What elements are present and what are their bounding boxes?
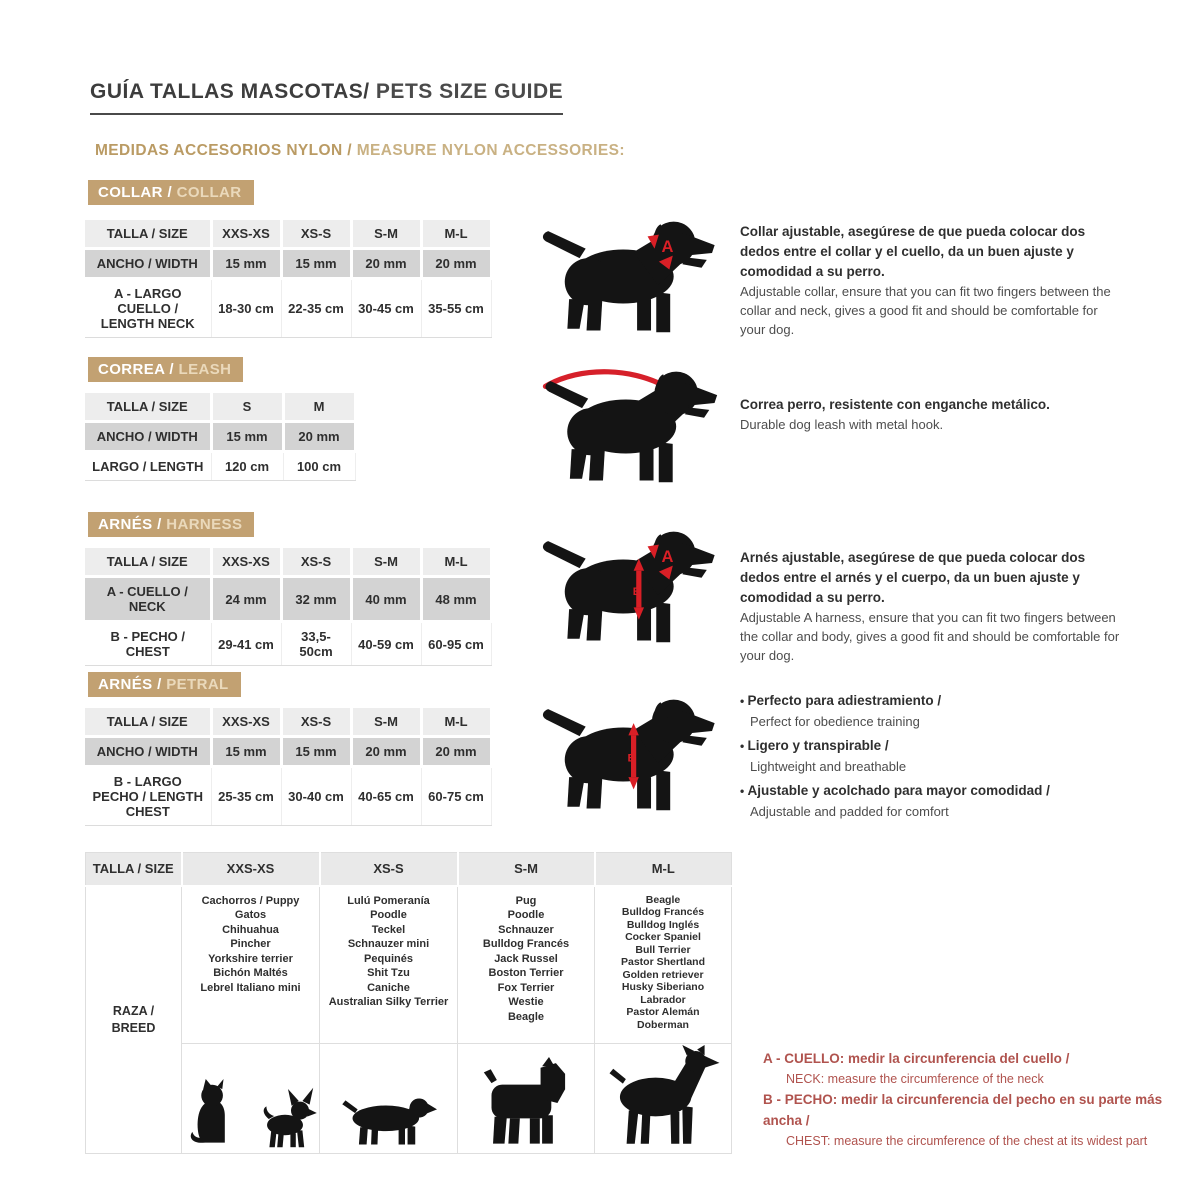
petral-cell: 15 mm: [281, 737, 351, 767]
breeds-col-header: S-M: [458, 853, 595, 886]
collar-cell: 20 mm: [351, 249, 421, 279]
petral-band-es: ARNÉS /: [98, 676, 162, 693]
petral-row-label: ANCHO / WIDTH: [85, 737, 211, 767]
petral-col-header: TALLA / SIZE: [85, 708, 211, 737]
collar-size-table: [85, 220, 493, 338]
page-subtitle: [95, 142, 625, 160]
collar-row-label: A - LARGO CUELLO / LENGTH NECK: [85, 279, 211, 338]
table-row: [85, 393, 355, 422]
breed-item: Pequinés: [364, 952, 413, 965]
harness-cell: 48 mm: [421, 577, 491, 622]
note-neck-es: A - CUELLO: medir la circunferencia del cuello /: [763, 1051, 1070, 1066]
harness-cell: 40 mm: [351, 577, 421, 622]
breed-item: Husky Siberiano: [621, 981, 705, 993]
leash-cell: 15 mm: [211, 422, 283, 452]
measurement-notes: [763, 1048, 1195, 1151]
petral-bullet-en: Lightweight and breathable: [750, 759, 907, 774]
breed-item: Beagle: [507, 1010, 545, 1023]
leash-col-header: M: [283, 393, 355, 422]
table-row: [85, 279, 491, 338]
harness-col-header: S-M: [351, 548, 421, 577]
breed-item: Bulldog Francés: [621, 906, 705, 918]
petral-bullet-en: Adjustable and padded for comfort: [750, 804, 949, 819]
petral-cell: 20 mm: [421, 737, 491, 767]
harness-marker-a: A: [661, 547, 674, 567]
table-row: [85, 452, 355, 481]
table-row: [85, 548, 491, 577]
harness-marker-b: B: [632, 586, 641, 599]
breeds-table: [85, 852, 732, 1154]
petral-marker-b: B: [627, 752, 636, 765]
breed-item: Jack Russel: [494, 952, 558, 965]
petral-bullet-en: Perfect for obedience training: [750, 714, 920, 729]
breed-item: Chihuahua: [222, 923, 279, 936]
page-subtitle-es: MEDIDAS ACCESORIOS NYLON /: [95, 142, 352, 159]
breeds-xs-s-list: [320, 886, 458, 1044]
breed-item: Pug: [515, 894, 537, 907]
collar-cell: 22-35 cm: [281, 279, 351, 338]
petral-col-header: M-L: [421, 708, 491, 737]
leash-cell: 120 cm: [211, 452, 283, 481]
harness-cell: 32 mm: [281, 577, 351, 622]
harness-cell: 40-59 cm: [351, 622, 421, 666]
leash-desc-es: Correa perro, resistente con enganche metálico.: [740, 397, 1050, 412]
collar-description: [740, 222, 1120, 339]
breed-item: Yorkshire terrier: [208, 952, 293, 965]
breeds-s-m-list: [458, 886, 595, 1044]
breed-item: Schnauzer: [498, 923, 554, 936]
collar-col-header: M-L: [421, 220, 491, 249]
breeds-col-header: XS-S: [320, 853, 458, 886]
breeds-col-header: XXS-XS: [182, 853, 320, 886]
table-row: [85, 708, 491, 737]
collar-band-es: COLLAR /: [98, 184, 173, 201]
harness-dog-icon: [535, 522, 720, 649]
leash-description: [740, 395, 1120, 434]
harness-band-es: ARNÉS /: [98, 516, 162, 533]
petral-row-label: B - LARGO PECHO / LENGTH CHEST: [85, 767, 211, 826]
table-row: [85, 767, 491, 826]
collar-desc-es: Collar ajustable, asegúrese de que pueda colocar dos dedos entre el collar y el cuello, da un buen ajuste y comodidad a su perro.: [740, 224, 1086, 279]
petral-section-header: [88, 672, 241, 697]
petral-size-table: [85, 708, 493, 826]
petral-feature-list: [740, 690, 1160, 825]
breed-item: Caniche: [367, 981, 410, 994]
breed-item: Poodle: [507, 909, 545, 921]
page-title: [90, 80, 563, 115]
breed-item: Bulldog Francés: [482, 938, 570, 950]
harness-section-header: [88, 512, 254, 537]
harness-cell: 24 mm: [211, 577, 281, 622]
harness-cell: 33,5-50cm: [281, 622, 351, 666]
petral-cell: 15 mm: [211, 737, 281, 767]
leash-col-header: TALLA / SIZE: [85, 393, 211, 422]
leash-cell: 100 cm: [283, 452, 355, 481]
collar-cell: 15 mm: [281, 249, 351, 279]
breed-item: Pastor Alemán: [626, 1006, 700, 1018]
breed-item: Pincher: [230, 938, 271, 950]
petral-cell: 30-40 cm: [281, 767, 351, 826]
note-neck-en: NECK: measure the circumference of the neck: [786, 1072, 1044, 1086]
petral-bullet-es: • Ajustable y acolchado para mayor comodidad /: [740, 780, 1160, 802]
breed-item: Cocker Spaniel: [625, 931, 701, 943]
harness-band-en: HARNESS: [161, 516, 243, 533]
breed-item: Westie: [508, 996, 544, 1008]
breed-item: Bull Terrier: [635, 943, 691, 956]
breed-item: Pastor Shertland: [620, 956, 706, 968]
table-row: [86, 1044, 732, 1154]
harness-size-table: [85, 548, 493, 666]
page-title-en: PETS SIZE GUIDE: [369, 80, 564, 103]
petral-bullet-es: • Perfecto para adiestramiento /: [740, 690, 1160, 712]
harness-col-header: M-L: [421, 548, 491, 577]
collar-cell: 30-45 cm: [351, 279, 421, 338]
petral-bullet-es: • Ligero y transpirable /: [740, 735, 1160, 757]
petral-col-header: XS-S: [281, 708, 351, 737]
collar-desc-en: Adjustable collar, ensure that you can fit two fingers between the collar and neck, gives a good fit and should be comfortable for your dog.: [740, 284, 1111, 337]
dachshund-icon: [320, 1044, 458, 1154]
breed-item: Cachorros / Puppy: [201, 894, 300, 907]
breed-item: Beagle: [645, 893, 681, 906]
collar-row-label: ANCHO / WIDTH: [85, 249, 211, 279]
breed-item: Boston Terrier: [488, 967, 564, 979]
note-chest-en: CHEST: measure the circumference of the chest at its widest part: [786, 1134, 1148, 1148]
collar-dog-icon: [535, 212, 720, 339]
collar-col-header: XS-S: [281, 220, 351, 249]
leash-dog-icon: [535, 362, 725, 489]
petral-band-en: PETRAL: [161, 676, 229, 693]
harness-row-label: A - CUELLO / NECK: [85, 577, 211, 622]
doberman-icon: [595, 1044, 732, 1154]
breed-item: Gatos: [234, 909, 267, 921]
breeds-row-label-es: RAZA /: [112, 1003, 155, 1018]
table-row: [86, 853, 732, 886]
leash-desc-en: Durable dog leash with metal hook.: [740, 417, 944, 432]
leash-row-label: LARGO / LENGTH: [85, 452, 211, 481]
leash-band-en: LEASH: [173, 361, 232, 378]
collar-band-en: COLLAR: [172, 184, 242, 201]
breeds-xxs-xs-list: [182, 886, 320, 1044]
petral-cell: 25-35 cm: [211, 767, 281, 826]
breed-item: Shit Tzu: [367, 967, 410, 979]
collar-cell: 18-30 cm: [211, 279, 281, 338]
leash-cell: 20 mm: [283, 422, 355, 452]
breed-item: Doberman: [637, 1018, 689, 1031]
breed-item: Lebrel Italiano mini: [200, 981, 301, 994]
petral-cell: 40-65 cm: [351, 767, 421, 826]
harness-description: [740, 548, 1120, 665]
breed-item: Poodle: [370, 909, 407, 921]
breeds-m-l-list: [595, 886, 732, 1044]
harness-row-label: B - PECHO / CHEST: [85, 622, 211, 666]
table-row: [85, 220, 491, 249]
harness-desc-en: Adjustable A harness, ensure that you can fit two fingers between the collar and body, gives a good fit and should be comfortable for your dog.: [740, 610, 1120, 663]
breed-item: Teckel: [371, 923, 406, 936]
harness-col-header: TALLA / SIZE: [85, 548, 211, 577]
table-row: [85, 737, 491, 767]
collar-cell: 35-55 cm: [421, 279, 491, 338]
page-subtitle-en: MEASURE NYLON ACCESSORIES:: [352, 142, 625, 159]
petral-col-header: XXS-XS: [211, 708, 281, 737]
breed-item: Golden retriever: [622, 968, 704, 981]
breed-item: Lulú Pomeranía: [347, 894, 430, 907]
cat-and-chihuahua-icon: [182, 1044, 320, 1154]
leash-section-header: [88, 357, 243, 382]
petral-cell: 20 mm: [351, 737, 421, 767]
harness-desc-es: Arnés ajustable, asegúrese de que pueda colocar dos dedos entre el arnés y el cuerpo, da un buen ajuste y comodidad a su perro.: [740, 550, 1086, 605]
harness-cell: 60-95 cm: [421, 622, 491, 666]
collar-section-header: [88, 180, 254, 205]
leash-row-label: ANCHO / WIDTH: [85, 422, 211, 452]
breed-item: Bichón Maltés: [213, 967, 288, 979]
harness-col-header: XS-S: [281, 548, 351, 577]
petral-cell: 60-75 cm: [421, 767, 491, 826]
table-row: [85, 249, 491, 279]
table-row: [86, 886, 732, 1044]
table-row: [85, 422, 355, 452]
leash-col-header: S: [211, 393, 283, 422]
harness-cell: 29-41 cm: [211, 622, 281, 666]
collar-marker-a: A: [661, 237, 674, 257]
petral-dog-icon: [535, 690, 720, 817]
breeds-col-header: TALLA / SIZE: [86, 853, 182, 886]
breeds-col-header: M-L: [595, 853, 732, 886]
schnauzer-icon: [458, 1044, 595, 1154]
page-title-es: GUÍA TALLAS MASCOTAS/: [90, 80, 370, 103]
breed-item: Schnauzer mini: [347, 938, 430, 950]
breed-item: Labrador: [640, 993, 686, 1006]
leash-size-table: [85, 393, 357, 481]
harness-col-header: XXS-XS: [211, 548, 281, 577]
breed-item: Australian Silky Terrier: [328, 996, 449, 1008]
collar-col-header: TALLA / SIZE: [85, 220, 211, 249]
leash-band-es: CORREA /: [98, 361, 174, 378]
table-row: [85, 622, 491, 666]
collar-cell: 20 mm: [421, 249, 491, 279]
breed-item: Fox Terrier: [497, 981, 555, 994]
table-row: [85, 577, 491, 622]
collar-col-header: S-M: [351, 220, 421, 249]
breed-item: Bulldog Inglés: [626, 918, 700, 931]
collar-col-header: XXS-XS: [211, 220, 281, 249]
collar-cell: 15 mm: [211, 249, 281, 279]
breeds-row-label: [86, 886, 182, 1154]
note-chest-es: B - PECHO: medir la circunferencia del pecho en su parte más ancha /: [763, 1092, 1163, 1128]
petral-col-header: S-M: [351, 708, 421, 737]
breeds-row-label-en: BREED: [111, 1020, 156, 1035]
